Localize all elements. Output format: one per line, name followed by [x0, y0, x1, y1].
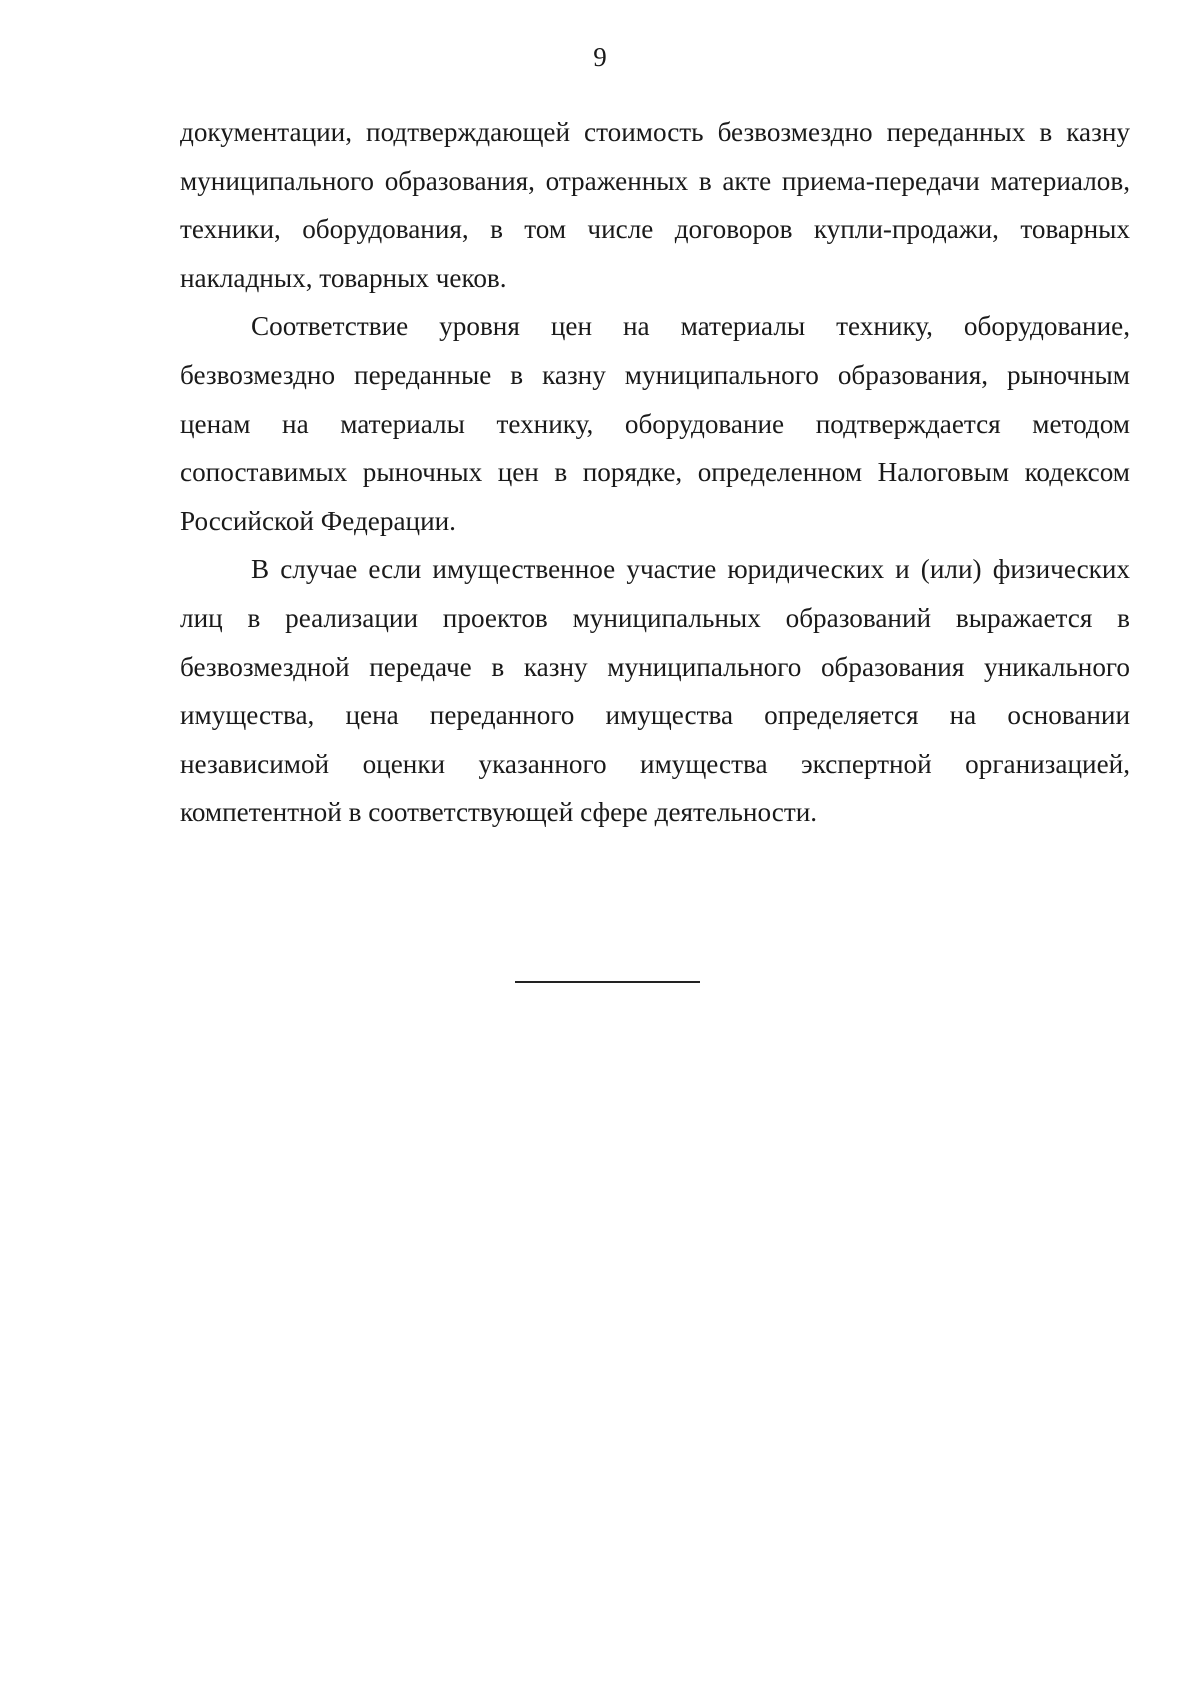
paragraph-price-level: Соответствие уровня цен на материалы технику, оборудование, безвозмездно переданные в казну муниципального образования, рыночным ценам на материалы технику, оборудование подтверждается методом сопоставимых рыночных цен в порядке, определенном Налоговым кодексом Российской Федерации.	[180, 311, 1130, 536]
paragraph-unique-property: В случае если имущественное участие юридических и (или) физических лиц в реализации проектов муниципальных образований выражается в безвозмездной передаче в казну муниципального образования уникального имущества, цена переданного имущества определяется на основании независимой оценки указанного имущества экспертной организацией, компетентной в соответствующей сфере деятельности.	[180, 554, 1130, 828]
page-number: 9	[593, 42, 607, 72]
end-of-document-rule	[515, 981, 700, 983]
document-body	[180, 108, 1130, 837]
paragraph-continuation: документации, подтверждающей стоимость безвозмездно переданных в казну муниципального образования, отраженных в акте приема-передачи материалов, техники, оборудования, в том числе договоров купли-продажи, товарных накладных, товарных чеков.	[180, 117, 1130, 293]
